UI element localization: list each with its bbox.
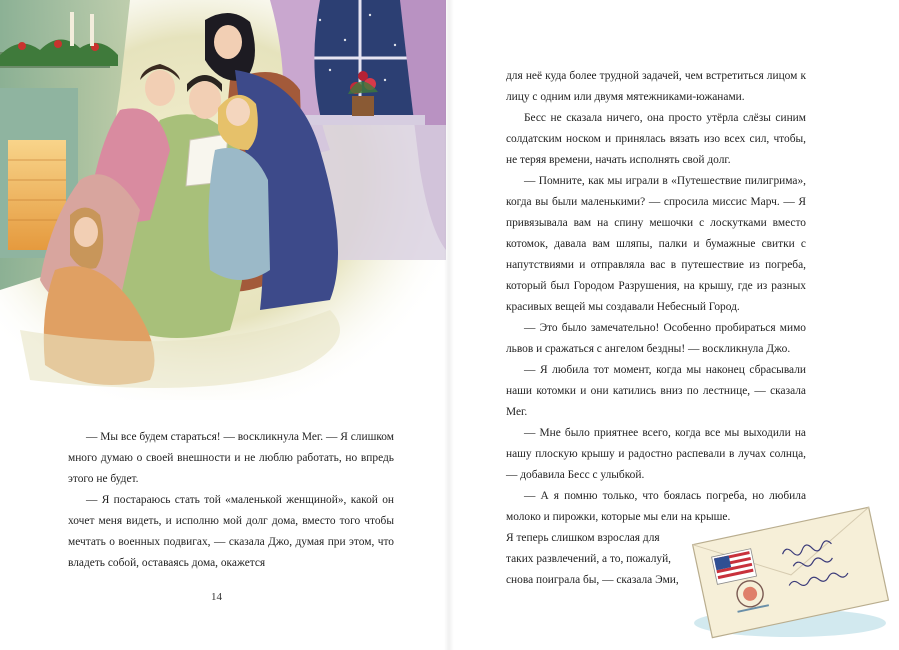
paragraph: Бесс не сказала ничего, она просто утёрла слёзы синим солдатским носком и принялась вязать изо всех сил, чтобы, не теряя времени, начать исполнять свой долг. <box>506 112 806 166</box>
envelope-illustration <box>690 505 890 640</box>
paragraph: — Мне было приятнее всего, когда все мы выходили на нашу плоскую крышу и радостно распевали в лучах солнца, — добавила Бесс с улыбкой. <box>506 427 806 481</box>
paragraph: для неё куда более трудной задачей, чем встретиться лицом к лицу с одним или двумя мятежниками-южанами. <box>506 70 806 103</box>
paragraph: — Я постараюсь стать той «маленькой женщиной», какой он хочет меня видеть, и исполню мой долг дома, вместо того чтобы мечтать о военных подвигах, — сказала Джо, думая при этом, что владеть собой, оставаясь дома, окажется <box>68 494 394 569</box>
paragraph: — Я любила тот момент, когда мы наконец сбрасывали наши котомки и они катились вниз по лестнице, — сказала Мег. <box>506 364 806 418</box>
page-number: 14 <box>211 591 222 603</box>
family-reading-illustration <box>0 0 446 400</box>
left-page <box>0 0 449 650</box>
left-page-text <box>68 427 394 574</box>
paragraph: — Помните, как мы играли в «Путешествие пилигрима», когда вы были маленькими? — спросила миссис Марч. — Я привязывала вам на спину мешочки с лоскутками вместо котомок, давала вам шляпы, палки и бумажные свитки с напутствиями и отправляла вас в путешествие из погреба, который был Городом Разрушения, на крышу, где из разных красивых вещей мы создавали Небесный Город. <box>506 175 806 313</box>
paragraph-wrapped: Я теперь слишком взрослая для таких развлечений, а то, пожалуй, снова поиграла бы, — сказала Эми, <box>506 532 679 586</box>
paragraph: — А я помню только, что боялась погреба, но любила молоко и пирожки, которые мы ели на крыше. <box>506 490 806 523</box>
paragraph: — Это было замечательно! Особенно пробираться мимо львов и сражаться с ангелом бездны! — воскликнула Джо. <box>506 322 806 355</box>
paragraph: — Мы все будем стараться! — воскликнула Мег. — Я слишком много думаю о своей внешности и не люблю работать, но впредь этого не будет. <box>68 431 394 485</box>
